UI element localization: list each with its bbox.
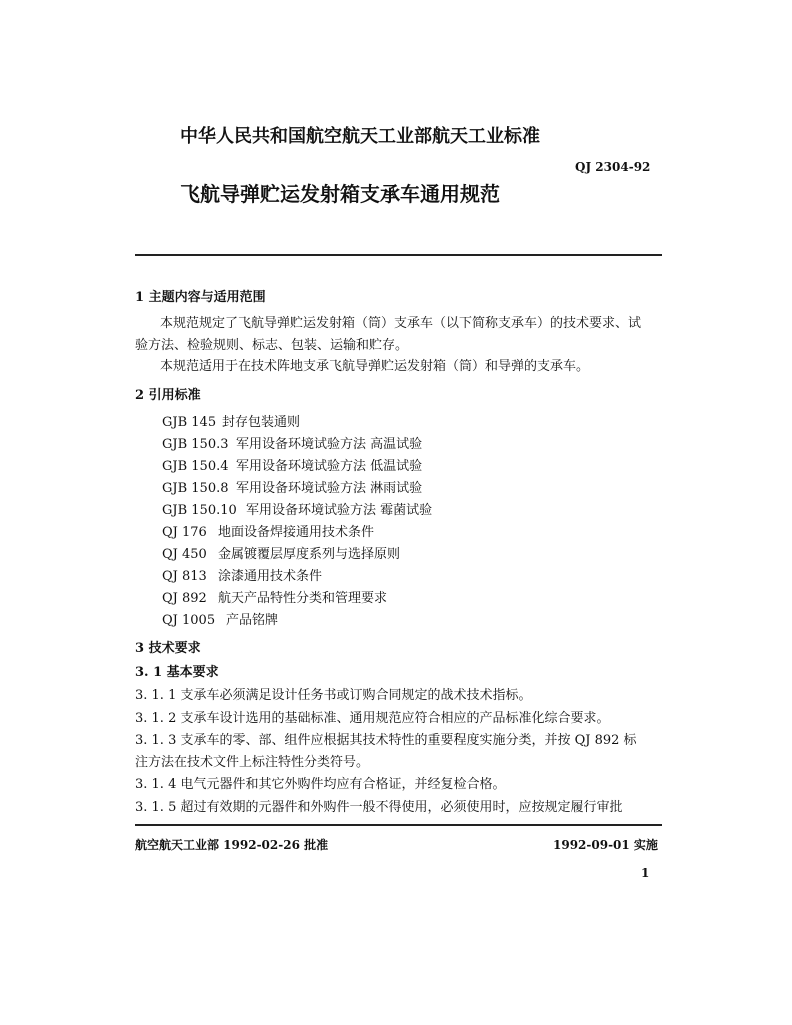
section-1-heading: 1 主题内容与适用范围 — [135, 290, 266, 305]
reference-title: 航天产品特性分类和管理要求 — [218, 591, 388, 606]
reference-title: 军用设备环境试验方法 高温试验 — [236, 437, 423, 452]
approval-date: 航空航天工业部 1992-02-26 批准 — [135, 838, 329, 852]
section-3-1-heading: 3. 1 基本要求 — [135, 665, 219, 680]
reference-title: 军用设备环境试验方法 霉菌试验 — [246, 503, 433, 518]
section-1-paragraph-1-line-2: 验方法、检验规则、标志、包装、运输和贮存。 — [135, 338, 409, 353]
page-number: 1 — [641, 866, 650, 880]
reference-title: 涂漆通用技术条件 — [218, 569, 323, 584]
clause-3-1-2: 3. 1. 2 支承车设计选用的基础标准、通用规范应符合相应的产品标准化综合要求。 — [135, 711, 610, 726]
reference-title: 封存包装通则 — [222, 415, 301, 430]
reference-code: QJ 1005 — [162, 613, 216, 628]
footer-divider — [135, 824, 662, 826]
reference-standard — [162, 565, 322, 584]
issuing-organization: 中华人民共和国航空航天工业部航天工业标准 — [180, 126, 540, 147]
clause-3-1-4: 3. 1. 4 电气元器件和其它外购件均应有合格证，并经复检合格。 — [135, 777, 506, 792]
reference-code: GJB 145 — [162, 415, 217, 430]
clause-3-1-3-line-2: 注方法在技术文件上标注特性分类符号。 — [135, 755, 370, 770]
section-3-heading: 3 技术要求 — [135, 641, 201, 656]
reference-standard — [162, 521, 374, 540]
clause-3-1-5: 3. 1. 5 超过有效期的元器件和外购件一般不得使用，必须使用时，应按规定履行审批 — [135, 800, 623, 815]
clause-3-1-1: 3. 1. 1 支承车必须满足设计任务书或订购合同规定的战术技术指标。 — [135, 688, 532, 703]
implementation-date: 1992-09-01 实施 — [553, 838, 658, 852]
reference-standard — [162, 609, 278, 628]
reference-standard — [162, 477, 422, 496]
reference-code: GJB 150.8 — [162, 481, 229, 496]
reference-title: 产品铭牌 — [226, 613, 279, 628]
section-2-heading: 2 引用标准 — [135, 388, 201, 403]
reference-standard — [162, 433, 422, 452]
section-1-paragraph-1-line-1: 本规范规定了飞航导弹贮运发射箱（筒）支承车（以下简称支承车）的技术要求、试 — [160, 316, 642, 331]
reference-title: 地面设备焊接通用技术条件 — [218, 525, 375, 540]
reference-standard — [162, 499, 432, 518]
reference-code: QJ 813 — [162, 569, 207, 584]
reference-code: GJB 150.10 — [162, 503, 237, 518]
header-divider — [135, 254, 662, 256]
reference-standard — [162, 411, 300, 430]
reference-standard — [162, 543, 400, 562]
reference-code: GJB 150.3 — [162, 437, 229, 452]
reference-title: 金属镀覆层厚度系列与选择原则 — [218, 547, 401, 562]
reference-standard — [162, 587, 387, 606]
reference-code: QJ 176 — [162, 525, 207, 540]
reference-title: 军用设备环境试验方法 淋雨试验 — [236, 481, 423, 496]
page-title: 飞航导弹贮运发射箱支承车通用规范 — [180, 182, 500, 206]
reference-code: GJB 150.4 — [162, 459, 229, 474]
standard-number: QJ 2304-92 — [575, 160, 651, 174]
reference-title: 军用设备环境试验方法 低温试验 — [236, 459, 423, 474]
clause-3-1-3-line-1: 3. 1. 3 支承车的零、部、组件应根据其技术特性的重要程度实施分类，并按 QJ 892 标 — [135, 733, 637, 748]
reference-standard — [162, 455, 422, 474]
reference-code: QJ 450 — [162, 547, 207, 562]
section-1-paragraph-2: 本规范适用于在技术阵地支承飞航导弹贮运发射箱（筒）和导弹的支承车。 — [160, 359, 590, 374]
reference-code: QJ 892 — [162, 591, 207, 606]
